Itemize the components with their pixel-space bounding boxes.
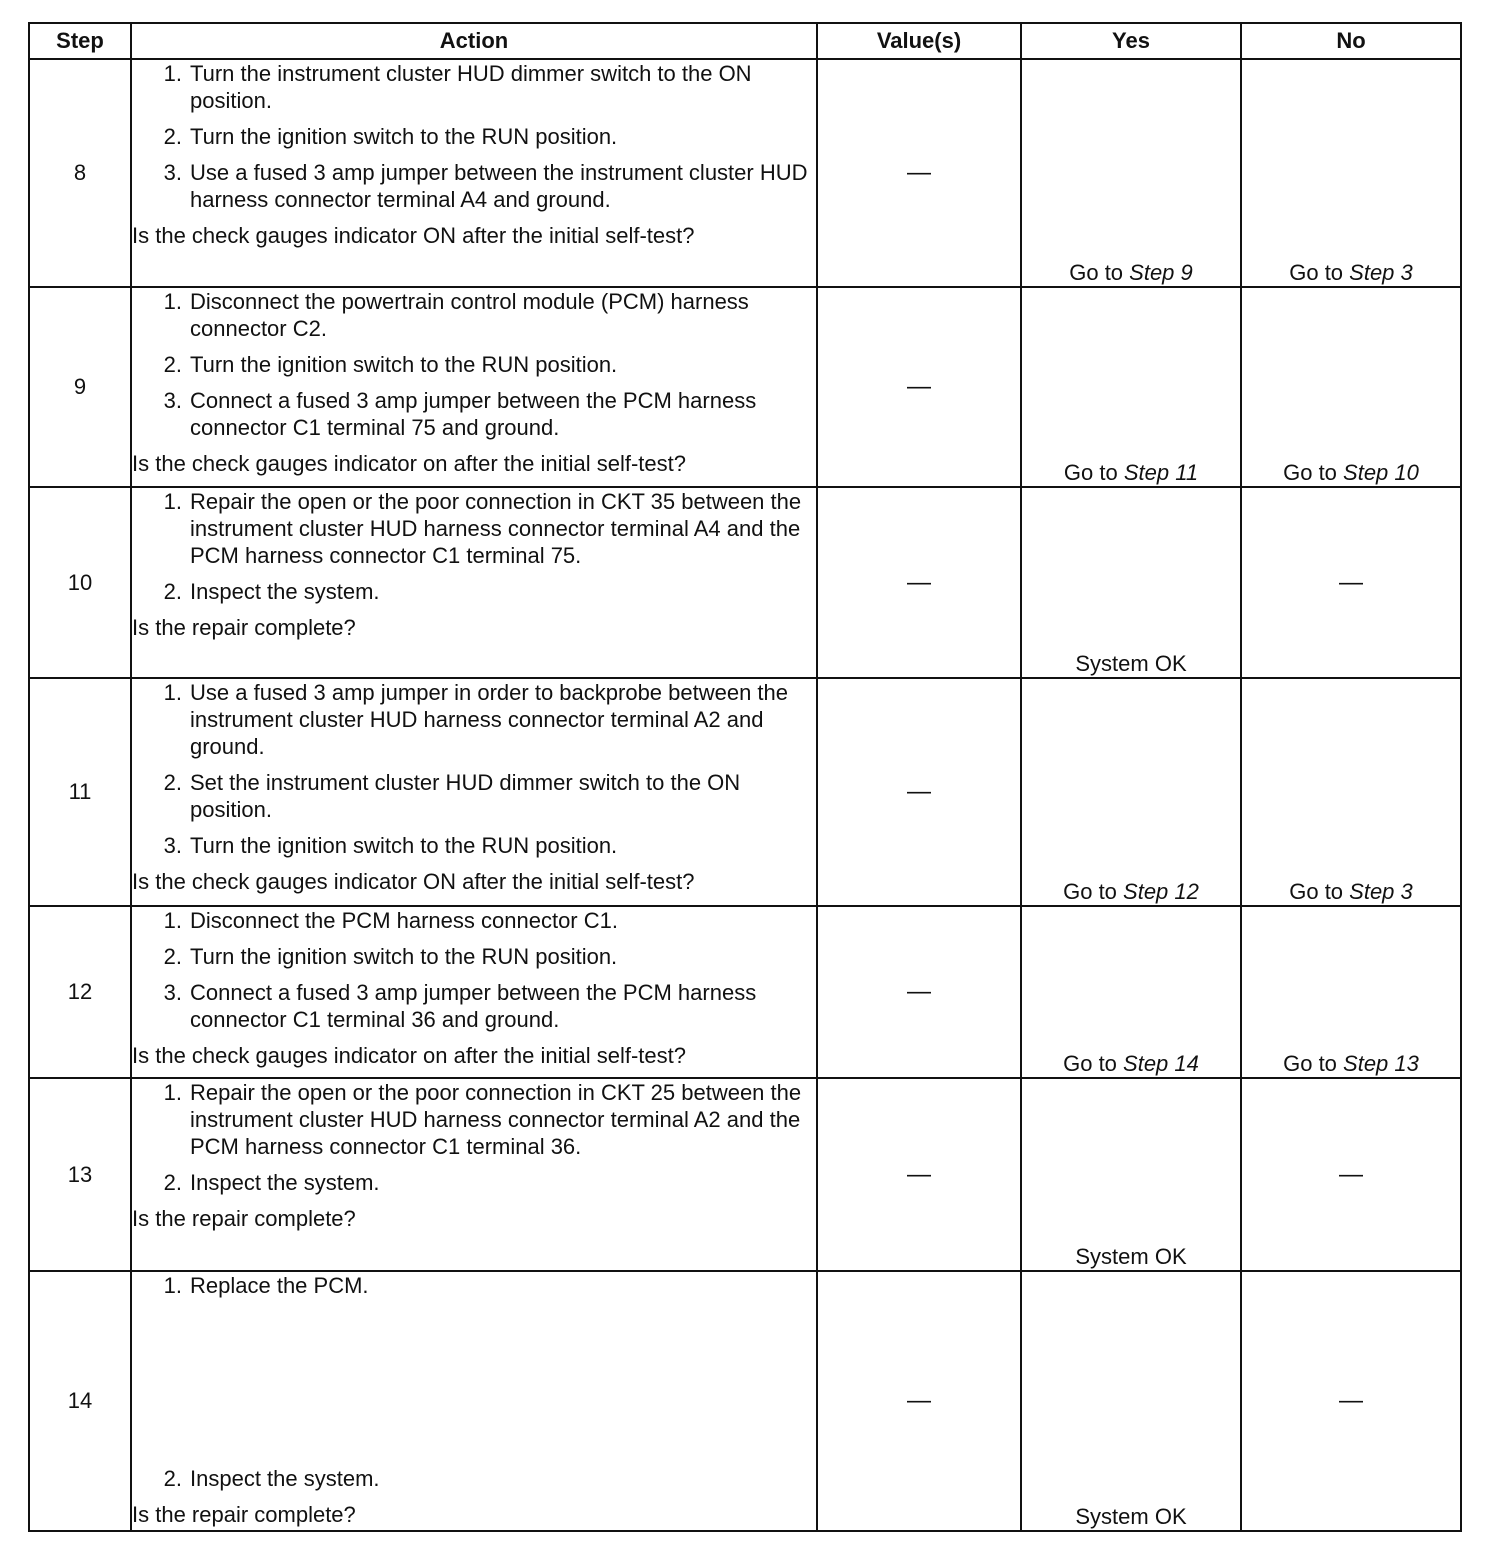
goto-step-link[interactable]: Step 12 (1123, 879, 1199, 904)
action-item (132, 907, 816, 934)
step-number: 8 (29, 59, 131, 287)
yes-cell (1021, 59, 1241, 287)
item-text: Repair the open or the poor connection in CKT 35 between the instrument cluster HUD harness connector terminal A4 and the PCM harness connector C1 terminal 75. (190, 489, 802, 568)
goto-prefix: Go to (1283, 1051, 1344, 1076)
no-cell (1241, 678, 1461, 906)
goto-prefix: Go to (1289, 879, 1350, 904)
action-item (132, 1465, 816, 1492)
header-no: No (1241, 23, 1461, 59)
action-cell (131, 906, 817, 1078)
item-text: Inspect the system. (190, 1170, 380, 1195)
action-item (132, 60, 816, 114)
blank-space (132, 1308, 816, 1456)
header-action: Action (131, 23, 817, 59)
action-item (132, 123, 816, 150)
action-cell (131, 678, 817, 906)
goto-prefix: Go to (1063, 879, 1124, 904)
goto-step-link[interactable]: Step 11 (1123, 460, 1199, 485)
action-item (132, 1272, 816, 1299)
item-text: Use a fused 3 amp jumper between the instrument cluster HUD harness connector terminal A4 and ground. (190, 160, 808, 212)
action-question: Is the repair complete? (132, 1206, 356, 1231)
item-number: 1. (163, 1080, 182, 1105)
item-text: Inspect the system. (190, 579, 380, 604)
no-cell: — (1241, 487, 1461, 678)
item-text: Connect a fused 3 amp jumper between the PCM harness connector C1 terminal 75 and ground. (190, 388, 757, 440)
action-item (132, 288, 816, 342)
action-item (132, 1079, 816, 1160)
item-text: Use a fused 3 amp jumper in order to backprobe between the instrument cluster HUD harness connector terminal A2 and ground. (190, 680, 789, 759)
goto-step-link[interactable]: Step 14 (1123, 1051, 1199, 1076)
item-number: 2. (163, 1466, 182, 1491)
action-item (132, 351, 816, 378)
action-item (132, 488, 816, 569)
yes-cell: System OK (1021, 1078, 1241, 1271)
item-number: 2. (163, 124, 182, 149)
item-number: 1. (163, 1273, 182, 1298)
no-cell: — (1241, 1078, 1461, 1271)
item-number: 1. (163, 289, 182, 314)
header-row (29, 23, 1461, 59)
item-text: Turn the ignition switch to the RUN position. (190, 833, 618, 858)
action-item (132, 943, 816, 970)
item-number: 1. (163, 680, 182, 705)
action-question: Is the repair complete? (132, 1502, 356, 1527)
action-cell (131, 487, 817, 678)
yes-cell (1021, 906, 1241, 1078)
action-question: Is the check gauges indicator on after the initial self-test? (132, 451, 686, 476)
action-list (132, 679, 816, 859)
yes-cell: System OK (1021, 487, 1241, 678)
step-number: 12 (29, 906, 131, 1078)
diagnostic-table (28, 22, 1462, 1532)
action-list (132, 288, 816, 441)
action-cell (131, 59, 817, 287)
action-cell (131, 287, 817, 487)
table-row (29, 1271, 1461, 1531)
action-question: Is the check gauges indicator ON after the initial self-test? (132, 223, 695, 248)
goto-prefix: Go to (1283, 460, 1344, 485)
action-question: Is the repair complete? (132, 615, 356, 640)
step-number: 10 (29, 487, 131, 678)
action-item (132, 769, 816, 823)
action-item (132, 578, 816, 605)
value-cell: — (817, 487, 1021, 678)
action-item (132, 159, 816, 213)
action-cell (131, 1271, 817, 1531)
goto-prefix: Go to (1063, 460, 1124, 485)
goto-prefix: Go to (1289, 260, 1350, 285)
table-row (29, 59, 1461, 287)
item-text: Replace the PCM. (190, 1273, 369, 1298)
value-cell: — (817, 678, 1021, 906)
action-list (132, 1079, 816, 1196)
header-yes: Yes (1021, 23, 1241, 59)
action-list (132, 60, 816, 213)
table-row (29, 678, 1461, 906)
goto-prefix: Go to (1063, 1051, 1124, 1076)
item-number: 1. (163, 489, 182, 514)
no-cell (1241, 287, 1461, 487)
value-cell: — (817, 59, 1021, 287)
item-text: Repair the open or the poor connection in CKT 25 between the instrument cluster HUD harness connector terminal A2 and the PCM harness connector C1 terminal 36. (190, 1080, 802, 1159)
action-list (132, 1272, 816, 1492)
item-number: 2. (163, 579, 182, 604)
item-text: Inspect the system. (190, 1466, 380, 1491)
item-number: 2. (163, 770, 182, 795)
item-number: 2. (163, 352, 182, 377)
item-text: Disconnect the powertrain control module (PCM) harness connector C2. (190, 289, 749, 341)
yes-cell (1021, 678, 1241, 906)
action-question: Is the check gauges indicator on after the initial self-test? (132, 1043, 686, 1068)
action-item (132, 679, 816, 760)
table-row (29, 487, 1461, 678)
goto-prefix: Go to (1069, 260, 1130, 285)
item-number: 3. (163, 980, 182, 1005)
value-cell: — (817, 287, 1021, 487)
value-cell: — (817, 1078, 1021, 1271)
item-text: Turn the ignition switch to the RUN position. (190, 944, 618, 969)
action-item (132, 387, 816, 441)
item-text: Turn the instrument cluster HUD dimmer switch to the ON position. (190, 61, 752, 113)
no-cell (1241, 906, 1461, 1078)
action-question: Is the check gauges indicator ON after the initial self-test? (132, 869, 695, 894)
step-number: 9 (29, 287, 131, 487)
no-cell (1241, 59, 1461, 287)
item-number: 3. (163, 833, 182, 858)
goto-step-link[interactable]: Step 3 (1349, 879, 1413, 904)
step-number: 11 (29, 678, 131, 906)
item-text: Turn the ignition switch to the RUN position. (190, 352, 618, 377)
action-list (132, 488, 816, 605)
value-cell: — (817, 906, 1021, 1078)
header-values: Value(s) (817, 23, 1021, 59)
item-text: Set the instrument cluster HUD dimmer switch to the ON position. (190, 770, 741, 822)
action-item (132, 1169, 816, 1196)
action-item (132, 832, 816, 859)
item-number: 1. (163, 908, 182, 933)
step-number: 13 (29, 1078, 131, 1271)
item-text: Disconnect the PCM harness connector C1. (190, 908, 618, 933)
action-list (132, 907, 816, 1033)
header-step: Step (29, 23, 131, 59)
goto-step-link[interactable]: Step 10 (1343, 460, 1419, 485)
item-text: Turn the ignition switch to the RUN position. (190, 124, 618, 149)
goto-step-link[interactable]: Step 9 (1129, 260, 1193, 285)
table-row (29, 287, 1461, 487)
goto-step-link[interactable]: Step 13 (1343, 1051, 1419, 1076)
yes-cell: System OK (1021, 1271, 1241, 1531)
yes-cell (1021, 287, 1241, 487)
step-number: 14 (29, 1271, 131, 1531)
no-cell: — (1241, 1271, 1461, 1531)
item-number: 1. (163, 61, 182, 86)
value-cell: — (817, 1271, 1021, 1531)
item-text: Connect a fused 3 amp jumper between the PCM harness connector C1 terminal 36 and ground. (190, 980, 757, 1032)
item-number: 3. (163, 160, 182, 185)
item-number: 2. (163, 944, 182, 969)
table-row (29, 906, 1461, 1078)
table-row (29, 1078, 1461, 1271)
action-item (132, 979, 816, 1033)
item-number: 3. (163, 388, 182, 413)
goto-step-link[interactable]: Step 3 (1349, 260, 1413, 285)
action-cell (131, 1078, 817, 1271)
item-number: 2. (163, 1170, 182, 1195)
